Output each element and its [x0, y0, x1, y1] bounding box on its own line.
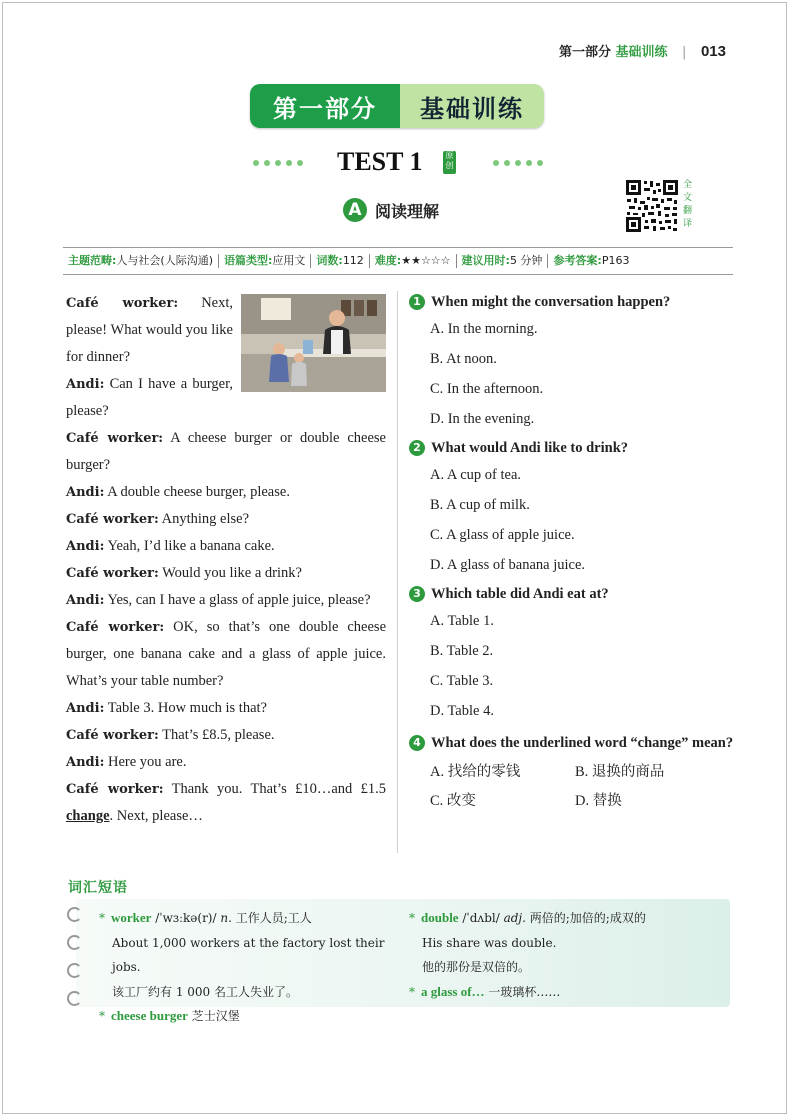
info-suggested-time: 建议用时:5 分钟: [457, 254, 549, 268]
section-letter: A: [343, 198, 367, 222]
vocab-example-translation: 他的那份是双倍的。: [422, 960, 531, 974]
question-number-badge: 4: [409, 735, 425, 751]
question-number-badge: 3: [409, 586, 425, 602]
section-heading: [343, 198, 439, 222]
questions-column: [409, 290, 735, 816]
info-answer-ref: 参考答案:P163: [553, 254, 630, 267]
option-3b[interactable]: B. Table 2.: [430, 643, 494, 659]
dialogue-line: Café worker: Anything else?: [66, 511, 250, 527]
dialogue-line: Café worker: OK, so that’s one double cheese burger, one banana cake and a glass of apple juice. What’s your table number?: [66, 619, 387, 689]
option-2b[interactable]: B. A cup of milk.: [430, 497, 530, 513]
dialogue-line: Café worker: A cheese burger or double cheese burger?: [66, 430, 386, 473]
info-bar: [63, 247, 733, 275]
running-head-section: 基础训练: [615, 45, 668, 60]
info-topic: 主题范畴:人与社会(人际沟通): [63, 254, 219, 268]
qr-code-icon[interactable]: [625, 179, 679, 233]
options-4-grid: [409, 758, 735, 816]
dialogue-passage: [66, 290, 386, 830]
option-4d[interactable]: D. 替换: [575, 793, 622, 809]
column-divider: [397, 291, 398, 853]
option-2c[interactable]: C. A glass of apple juice.: [430, 527, 575, 543]
cafe-counter-illustration: [241, 294, 386, 392]
option-1c[interactable]: C. In the afternoon.: [430, 381, 544, 397]
running-head: [559, 41, 726, 60]
option-1b[interactable]: B. At noon.: [430, 351, 497, 367]
dialogue-line: Andi: A double cheese burger, please.: [66, 484, 290, 500]
vocab-entry: * cheese burger 芝士汉堡: [99, 1008, 240, 1023]
option-3c[interactable]: C. Table 3.: [430, 673, 494, 689]
section-label: 阅读理解: [375, 201, 440, 221]
vocab-entry: * a glass of… 一玻璃杯……: [409, 983, 561, 999]
star-icon: *: [409, 984, 415, 999]
vocab-entry: * worker /ˈwɜːkə(r)/ n. 工作人员;工人: [99, 910, 312, 925]
option-3a[interactable]: A. Table 1.: [430, 613, 494, 629]
vocab-example: About 1,000 workers at the factory lost their jobs.: [112, 935, 385, 974]
left-dots-decoration: [253, 160, 303, 166]
dialogue-line: Andi: Table 3. How much is that?: [66, 700, 267, 716]
right-dots-decoration: [493, 160, 543, 166]
vocab-example: His share was double.: [422, 935, 557, 950]
underlined-word: change: [66, 808, 110, 824]
vocab-title: 词汇短语: [68, 880, 128, 896]
star-icon: *: [99, 1009, 105, 1023]
question-number-badge: 2: [409, 440, 425, 456]
star-icon: *: [409, 911, 415, 925]
vocab-right-column: [409, 906, 729, 1004]
question-4: 4 What does the underlined word “change” mean?: [409, 728, 735, 758]
page-number: 013: [700, 43, 726, 60]
question-3: 3 Which table did Andi eat at?: [409, 582, 735, 606]
test-badge: 原创: [443, 151, 456, 174]
question-1: 1 When might the conversation happen?: [409, 290, 735, 314]
info-word-count: 词数:112: [311, 254, 369, 268]
option-4b[interactable]: B. 退换的商品: [575, 764, 665, 780]
dialogue-line: Andi: Yes, can I have a glass of apple juice, please?: [66, 592, 371, 608]
question-number-badge: 1: [409, 294, 425, 310]
part-banner: [250, 84, 544, 128]
option-1d[interactable]: D. In the evening.: [430, 411, 535, 427]
info-difficulty: 难度:★★☆☆☆: [370, 254, 457, 268]
dialogue-line: Café worker: Thank you. That’s £10…and £1.5 change. Next, please…: [66, 781, 386, 824]
option-4a[interactable]: A. 找给的零钱: [430, 764, 521, 780]
option-1a[interactable]: A. In the morning.: [430, 321, 538, 337]
option-2a[interactable]: A. A cup of tea.: [430, 467, 522, 483]
qr-label: 全文翻译: [683, 180, 693, 229]
test-heading: [253, 147, 543, 179]
star-icon: *: [99, 911, 105, 925]
dialogue-line: Andi: Here you are.: [66, 754, 187, 770]
running-head-part: 第一部分: [558, 45, 611, 60]
dialogue-line: Café worker: Would you like a drink?: [66, 565, 302, 581]
dialogue-line: Café worker: That’s £8.5, please.: [66, 727, 275, 743]
notebook-rings-decoration: [67, 907, 83, 1007]
info-text-type: 语篇类型:应用文: [219, 254, 311, 268]
banner-title: 基础训练: [400, 84, 544, 128]
test-title: TEST 1: [337, 147, 423, 176]
page: [2, 2, 787, 1114]
vocab-example-translation: 该工厂约有 1 000 名工人失业了。: [112, 984, 298, 999]
dialogue-line: Andi: Can I have a burger, please?: [66, 376, 233, 419]
vocab-left-column: [99, 906, 399, 1029]
option-2d[interactable]: D. A glass of banana juice.: [430, 557, 586, 573]
option-4c[interactable]: C. 改变: [430, 793, 476, 809]
dialogue-line: Andi: Yeah, I’d like a banana cake.: [66, 538, 275, 554]
running-head-separator: |: [682, 45, 687, 60]
vocab-entry: * double /ˈdʌbl/ adj. 两倍的;加倍的;成双的: [409, 910, 646, 925]
question-2: 2 What would Andi like to drink?: [409, 436, 735, 460]
option-3d[interactable]: D. Table 4.: [430, 703, 494, 719]
banner-part: 第一部分: [250, 84, 400, 128]
dialogue-line: Café worker: Next, please! What would you like for dinner?: [66, 295, 234, 365]
